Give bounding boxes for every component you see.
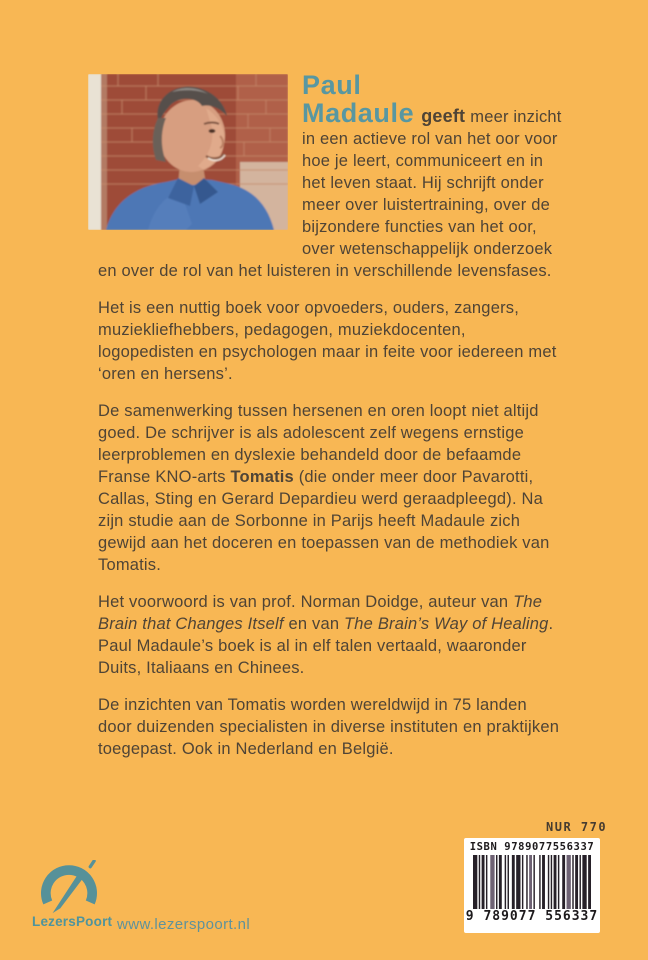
- publisher-website: www.lezerspoort.nl: [117, 916, 251, 933]
- paragraph-tomatis: [98, 400, 562, 576]
- foreword-text-3: . Paul Madaule’s boek is al in elf talen vertaald, waaronder Duits, Italiaans en Chinees.: [98, 615, 554, 677]
- intro-paragraph: [98, 72, 562, 282]
- author-photo: [88, 74, 288, 230]
- intro-lead-word: geeft: [421, 106, 466, 126]
- tomatis-name: Tomatis: [230, 468, 294, 486]
- paragraph-worldwide: De inzichten van Tomatis worden wereldwijd in 75 landen door duizenden specialisten in diverse instituten en praktijken toegepast. Ook in Nederland en België.: [98, 696, 560, 758]
- paragraph-audience: Het is een nuttig boek voor opvoeders, ouders, zangers, muziekliefhebbers, pedagogen, muziekdocenten, logopedisten en psychologen maar in feite voor iedereen met ‘oren en hersens’.: [98, 299, 557, 383]
- tomatis-text-after: (die onder meer door Pavarotti, Callas, Sting en Gerard Depardieu werd geraadpleegd). Na zijn studie aan de Sorbonne in Parijs heeft Madaule zich gewijd aan het doceren en toepassen van de methodiek van Tomatis.: [98, 468, 550, 574]
- foreword-text-2: en van: [283, 615, 344, 633]
- isbn-label: ISBN 9789077556337: [469, 841, 595, 853]
- publisher-logo-block: [32, 860, 116, 929]
- isbn-digits: 9 789077 556337: [465, 909, 599, 924]
- publisher-name: LezersPoort: [32, 914, 113, 929]
- lezerspoort-logo-icon: [34, 860, 104, 916]
- author-name: Paul Madaule: [302, 70, 415, 128]
- intro-text: meer inzicht in een actieve rol van het oor voor hoe je leert, communiceert en in het leven staat. Hij schrijft onder meer over luistertraining, over de bijzondere functies van het oor, over wetenschappelijk onderzoek en over de rol van het luisteren in verschillende levensfases.: [98, 108, 562, 280]
- book-title-changes-itself: The Brain that Changes Itself: [98, 593, 543, 633]
- foreword-text-1: Het voorwoord is van prof. Norman Doidge, auteur van: [98, 593, 514, 611]
- isbn-barcode: [464, 838, 600, 933]
- nur-code: NUR 770: [546, 820, 608, 834]
- barcode-bars-icon: [473, 855, 591, 909]
- tomatis-text-before: De samenwerking tussen hersenen en oren loopt niet altijd goed. De schrijver is als adolescent zelf wegens ernstige leerproblemen en dyslexie behandeld door de befaamde Franse KNO-arts: [98, 402, 539, 486]
- paragraph-foreword: [98, 591, 562, 679]
- book-title-way-of-healing: The Brain’s Way of Healing: [344, 615, 549, 633]
- back-cover-text: [98, 72, 562, 775]
